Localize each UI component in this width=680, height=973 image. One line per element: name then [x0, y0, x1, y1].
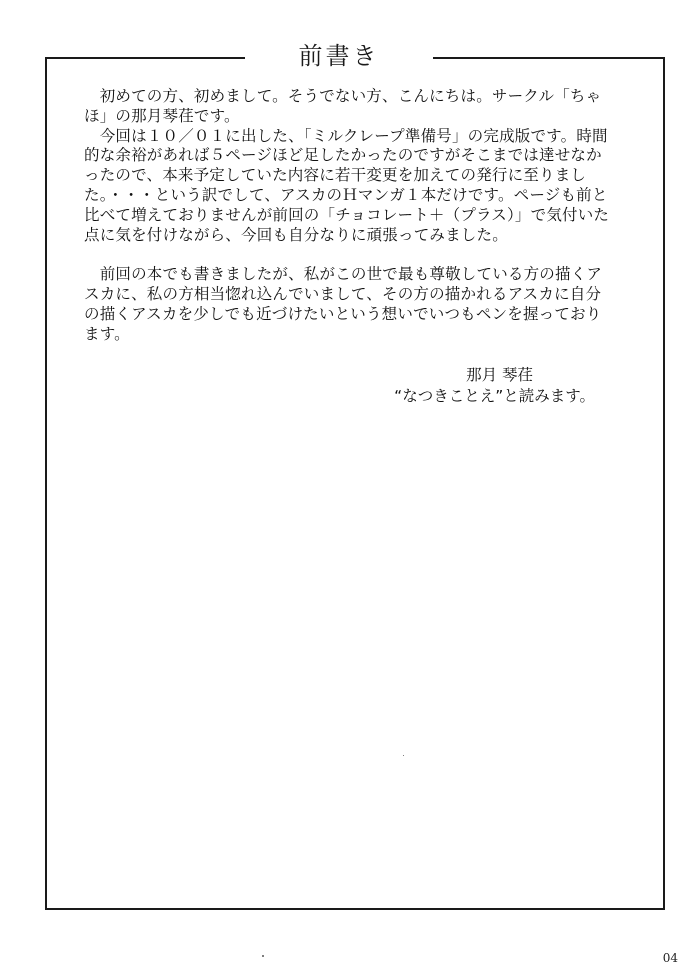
paragraph-intro: 初めての方、初めまして。そうでない方、こんにちは。サークル「ちゃほ」の那月琴荏です。 今回は１０／０１に出した、「ミルクレープ準備号」の完成版です。時間的な余裕があれば５ページほど足したかったのですがそこまでは達せなかったので、本来予定していた内容に若干変更を加えての発行に至りました。・・・という訳でして、アスカのＨマンガ１本だけです。ページも前と比べて増えておりませんが前回の「チョコレート＋（プラス）」で気付いた点に気を付けながら、今回も自分なりに頑張ってみました。 — [84, 87, 610, 244]
author-name-reading: “なつきことえ”と読みます。 — [394, 387, 595, 405]
author-signature — [394, 365, 595, 407]
scan-speck — [403, 755, 404, 756]
scan-speck — [262, 955, 264, 957]
page-number: 04 — [662, 951, 678, 965]
author-name: 那月 琴荏 — [466, 366, 533, 384]
preface-body — [84, 87, 614, 344]
page-title: 前書き — [245, 36, 433, 76]
paragraph-respect: 前回の本でも書きましたが、私がこの世で最も尊敬している方の描くアスカに、私の方相当惚れ込んでいまして、その方の描かれるアスカに自分の描くアスカを少しでも近づけたいという想いでいつもペンを握っております。 — [84, 265, 603, 343]
